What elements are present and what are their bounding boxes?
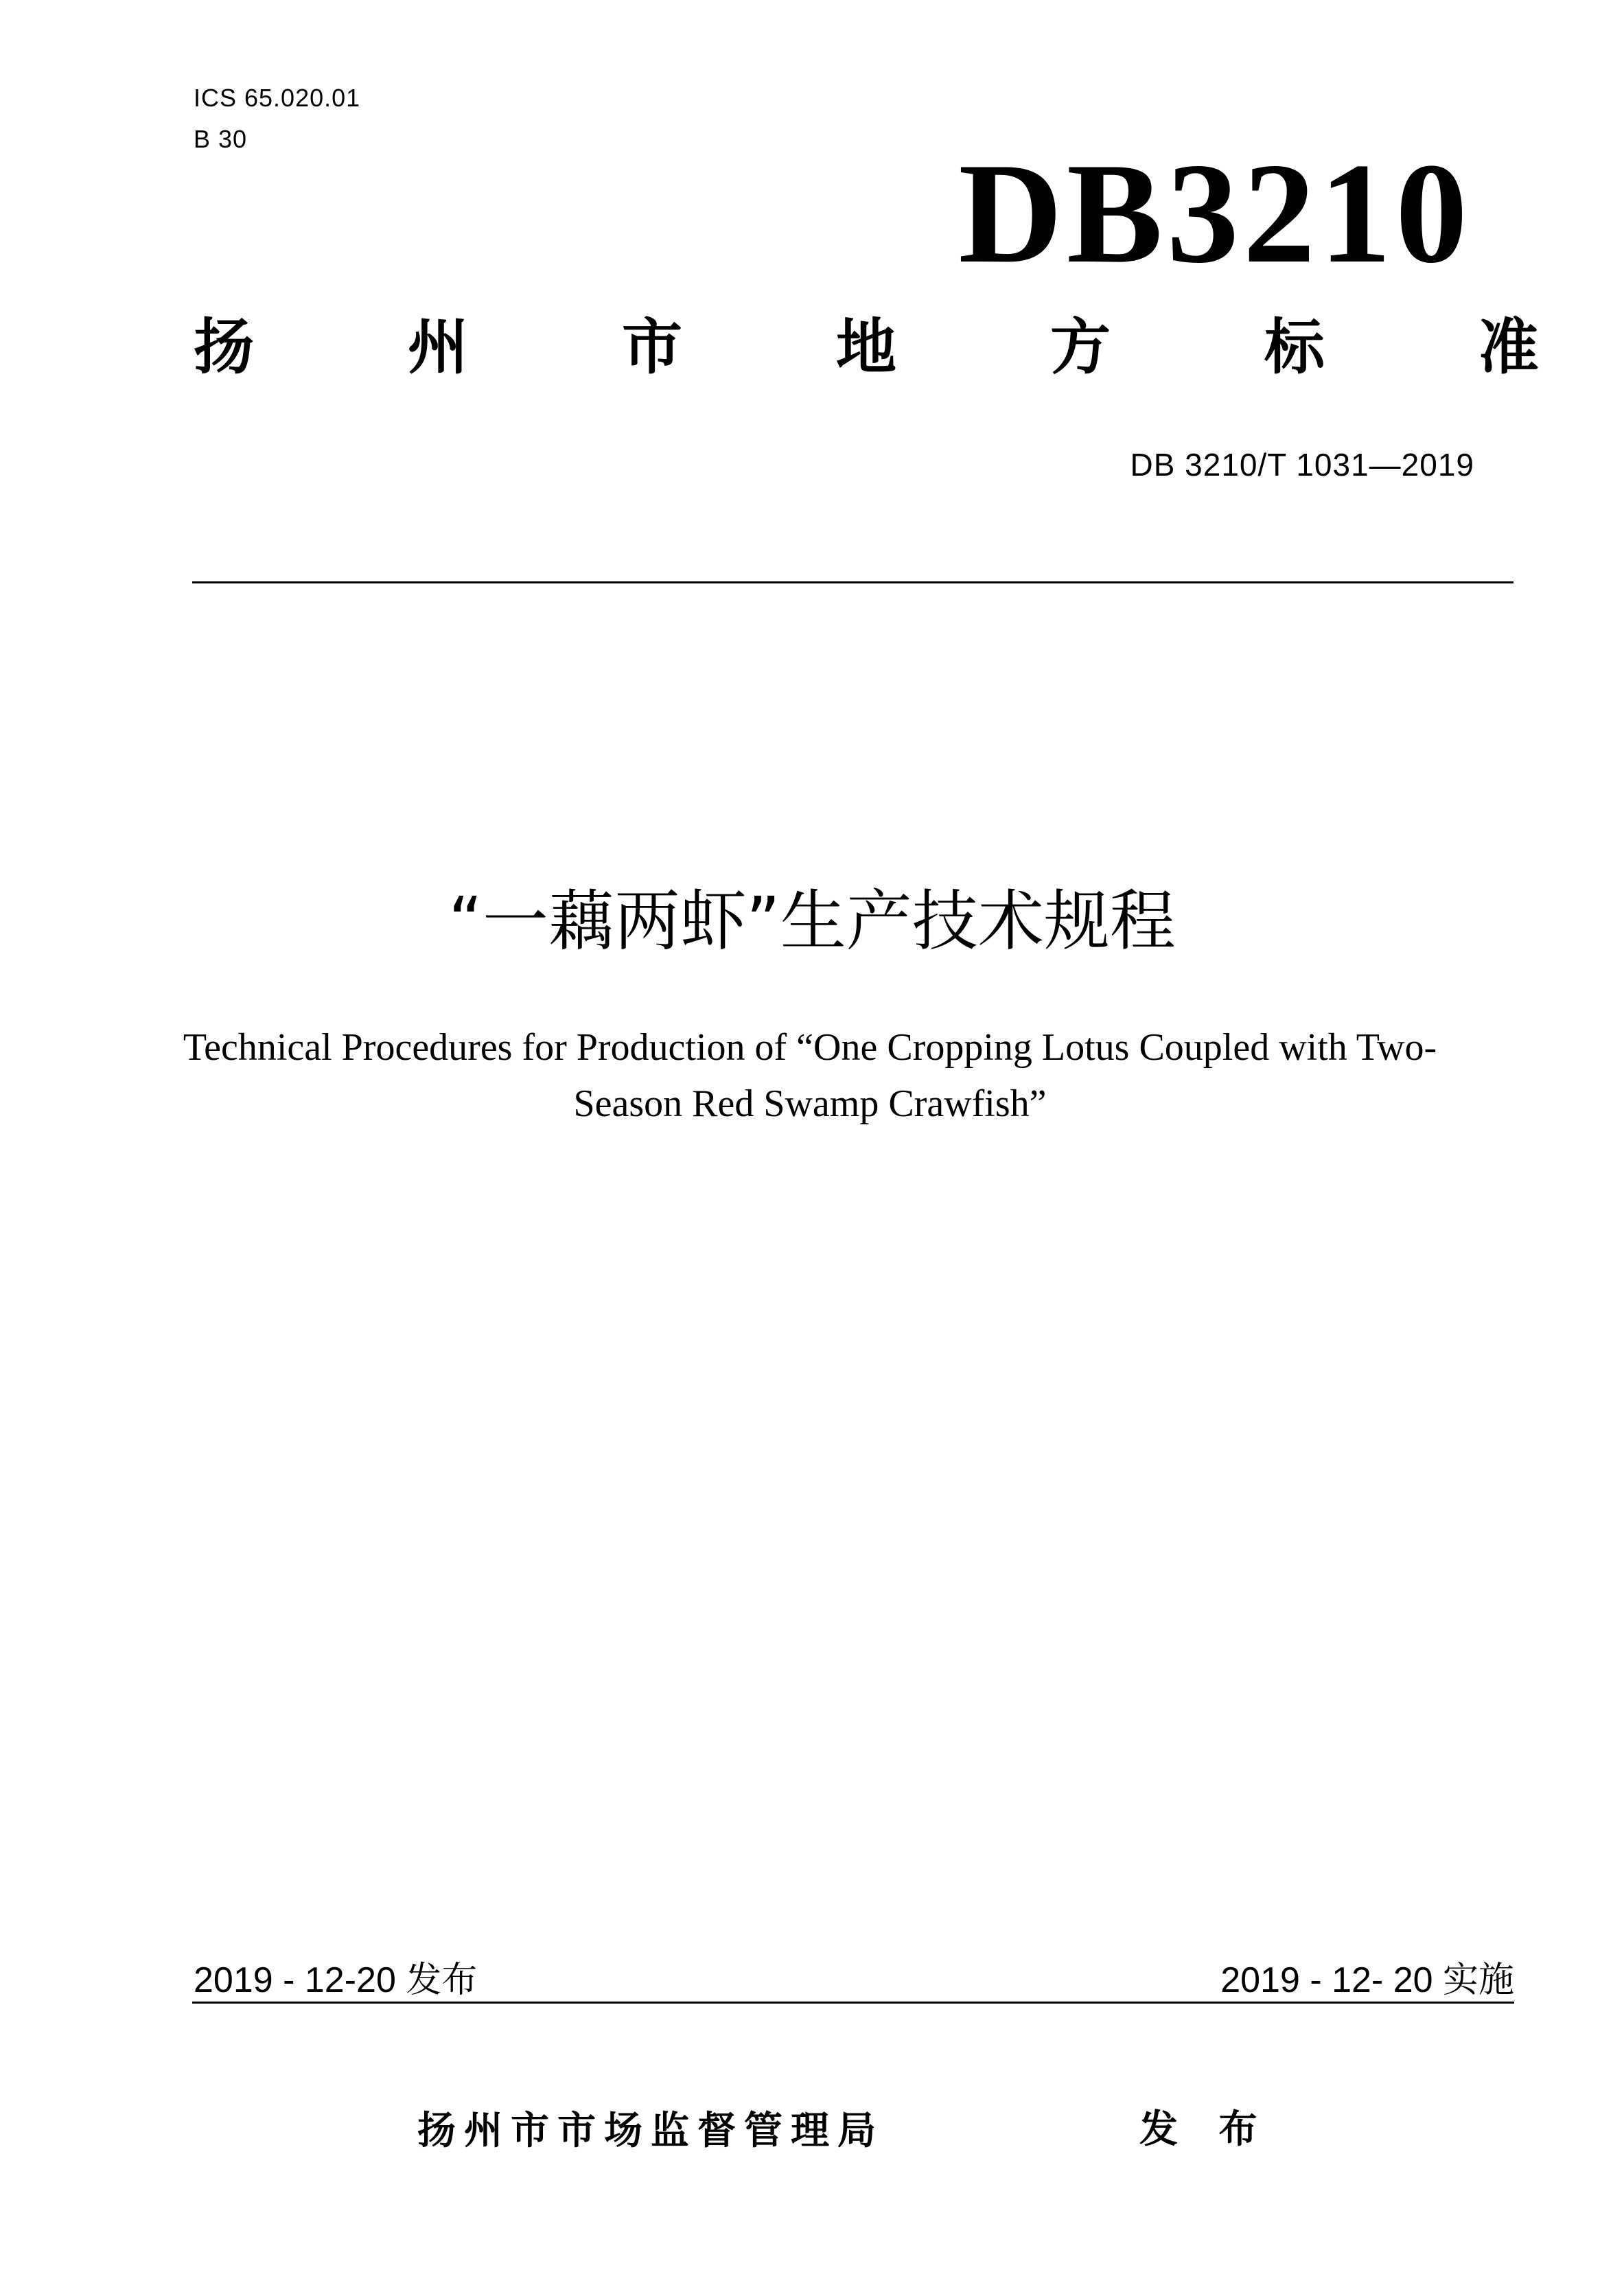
standard-type-char: 标 bbox=[1264, 312, 1325, 382]
document-title-english: Technical Procedures for Production of “One Cropping Lotus Coupled with Two-Season Red Swamp Crawfish” bbox=[183, 1026, 1437, 1125]
publish-label: 发 布 bbox=[1139, 2107, 1271, 2152]
standard-type-char: 方 bbox=[1049, 312, 1111, 382]
bottom-divider bbox=[192, 2002, 1514, 2004]
standard-type-char: 地 bbox=[835, 312, 896, 382]
standard-type-char: 准 bbox=[1478, 312, 1539, 382]
standard-type-char: 州 bbox=[407, 312, 468, 382]
standard-type-heading bbox=[194, 312, 1539, 382]
standard-number: DB 3210/T 1031—2019 bbox=[1130, 447, 1474, 483]
standard-type-char: 市 bbox=[621, 312, 682, 382]
standard-logo: DB3210 bbox=[958, 134, 1472, 293]
ics-code: ICS 65.020.01 bbox=[194, 84, 361, 112]
issuing-authority: 扬州市市场监督管理局 bbox=[417, 2109, 884, 2153]
implementation-date: 2019 - 12- 20 实施 bbox=[1220, 1960, 1514, 2000]
classification-code: B 30 bbox=[194, 125, 248, 153]
standard-type-char: 扬 bbox=[194, 312, 255, 382]
top-divider bbox=[192, 581, 1513, 583]
document-title-chinese: “一藕两虾”生产技术规程 bbox=[448, 883, 1176, 960]
publish-date: 2019 - 12-20 发布 bbox=[194, 1960, 478, 2000]
